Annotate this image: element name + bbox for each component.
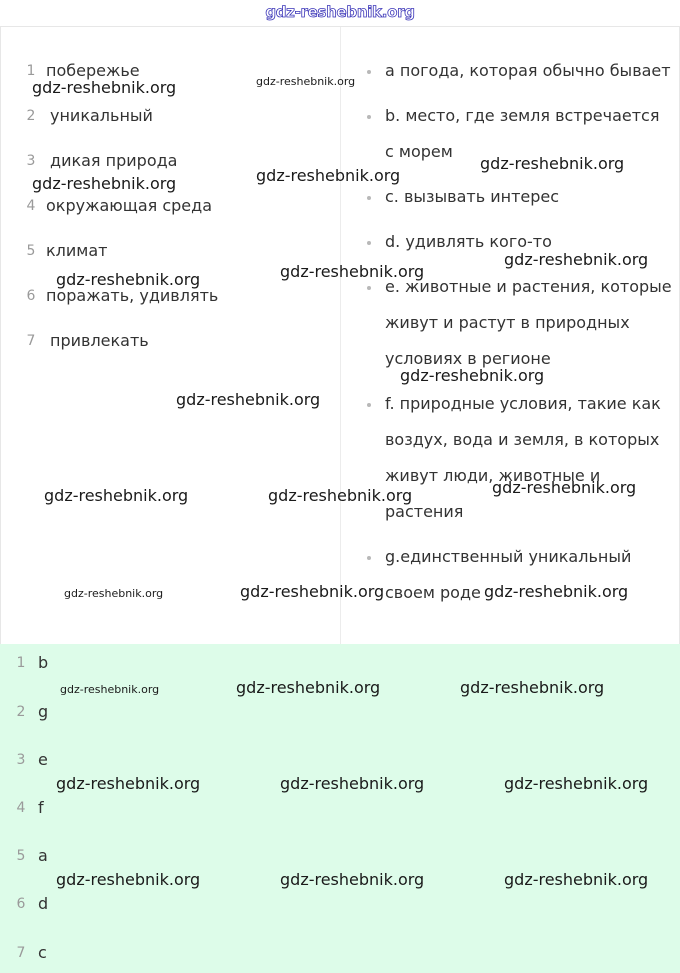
watermark: gdz-reshebnik.org xyxy=(56,270,201,289)
definition-line: d. удивлять кого-то xyxy=(385,232,552,251)
definition-line: g.единственный уникальный xyxy=(385,547,632,566)
column-divider xyxy=(340,27,341,645)
definition-line: a погода, которая обычно бывает xyxy=(385,61,671,80)
term-number: 1 xyxy=(26,63,36,79)
site-header xyxy=(0,0,680,26)
answer-value: b xyxy=(38,653,49,672)
definition-line: условиях в регионе xyxy=(385,349,551,368)
list-bullet xyxy=(367,241,371,245)
watermark: gdz-reshebnik.org xyxy=(484,582,629,601)
answer-value: d xyxy=(38,894,49,913)
watermark: gdz-reshebnik.org xyxy=(256,166,401,185)
term-number: 4 xyxy=(26,198,36,214)
answer-number: 6 xyxy=(16,896,26,912)
answer-number: 4 xyxy=(16,800,26,816)
answer-number: 5 xyxy=(16,848,26,864)
answer-value: f xyxy=(38,798,44,817)
watermark: gdz-reshebnik.org xyxy=(44,486,189,505)
definition-line: растения xyxy=(385,502,464,521)
answer-number: 7 xyxy=(16,945,26,961)
watermark: gdz-reshebnik.org xyxy=(32,78,177,97)
definition-line: b. место, где земля встречается xyxy=(385,106,660,125)
watermark: gdz-reshebnik.org xyxy=(256,75,356,88)
watermark: gdz-reshebnik.org xyxy=(240,582,385,601)
definition-line: c. вызывать интерес xyxy=(385,187,560,206)
list-bullet xyxy=(367,556,371,560)
watermark: gdz-reshebnik.org xyxy=(504,774,649,793)
term-text: окружающая среда xyxy=(46,196,213,215)
definition-line: воздух, вода и земля, в которых xyxy=(385,430,660,449)
watermark: gdz-reshebnik.org xyxy=(504,250,649,269)
term-number: 3 xyxy=(26,153,36,169)
watermark: gdz-reshebnik.org xyxy=(268,486,413,505)
definition-line: с морем xyxy=(385,142,453,161)
term-number: 2 xyxy=(26,108,36,124)
definition-line: f. природные условия, такие как xyxy=(385,394,661,413)
watermark: gdz-reshebnik.org xyxy=(280,774,425,793)
answer-section xyxy=(0,644,680,973)
definition-line: своем роде xyxy=(385,583,481,602)
watermark: gdz-reshebnik.org xyxy=(280,262,425,281)
answer-value: e xyxy=(38,750,48,769)
term-text: дикая природа xyxy=(50,151,178,170)
term-text: климат xyxy=(46,241,108,260)
list-bullet xyxy=(367,196,371,200)
term-text: поражать, удивлять xyxy=(46,286,219,305)
watermark: gdz-reshebnik.org xyxy=(504,870,649,889)
watermark: gdz-reshebnik.org xyxy=(460,678,605,697)
answer-value: g xyxy=(38,702,49,721)
answer-number: 1 xyxy=(16,655,26,671)
answer-number: 3 xyxy=(16,752,26,768)
term-number: 5 xyxy=(26,243,36,259)
site-logo[interactable]: gdz-reshebnik.org xyxy=(265,3,415,21)
watermark: gdz-reshebnik.org xyxy=(60,683,160,696)
term-text: побережье xyxy=(46,61,140,80)
list-bullet xyxy=(367,403,371,407)
watermark: gdz-reshebnik.org xyxy=(236,678,381,697)
list-bullet xyxy=(367,115,371,119)
definition-line: e. животные и растения, которые xyxy=(385,277,672,296)
watermark: gdz-reshebnik.org xyxy=(56,870,201,889)
watermark: gdz-reshebnik.org xyxy=(492,478,637,497)
definition-line: живут люди, животные и xyxy=(385,466,601,485)
watermark: gdz-reshebnik.org xyxy=(280,870,425,889)
term-number: 6 xyxy=(26,288,36,304)
answer-number: 2 xyxy=(16,704,26,720)
list-bullet xyxy=(367,70,371,74)
watermark: gdz-reshebnik.org xyxy=(400,366,545,385)
watermark: gdz-reshebnik.org xyxy=(64,587,164,600)
watermark: gdz-reshebnik.org xyxy=(480,154,625,173)
list-bullet xyxy=(367,286,371,290)
watermark: gdz-reshebnik.org xyxy=(56,774,201,793)
term-text: уникальный xyxy=(50,106,153,125)
answer-value: c xyxy=(38,943,47,962)
definition-line: живут и растут в природных xyxy=(385,313,630,332)
term-text: привлекать xyxy=(50,331,149,350)
watermark: gdz-reshebnik.org xyxy=(32,174,177,193)
watermark: gdz-reshebnik.org xyxy=(176,390,321,409)
matching-task xyxy=(0,26,680,645)
answer-value: a xyxy=(38,846,48,865)
term-number: 7 xyxy=(26,333,36,349)
